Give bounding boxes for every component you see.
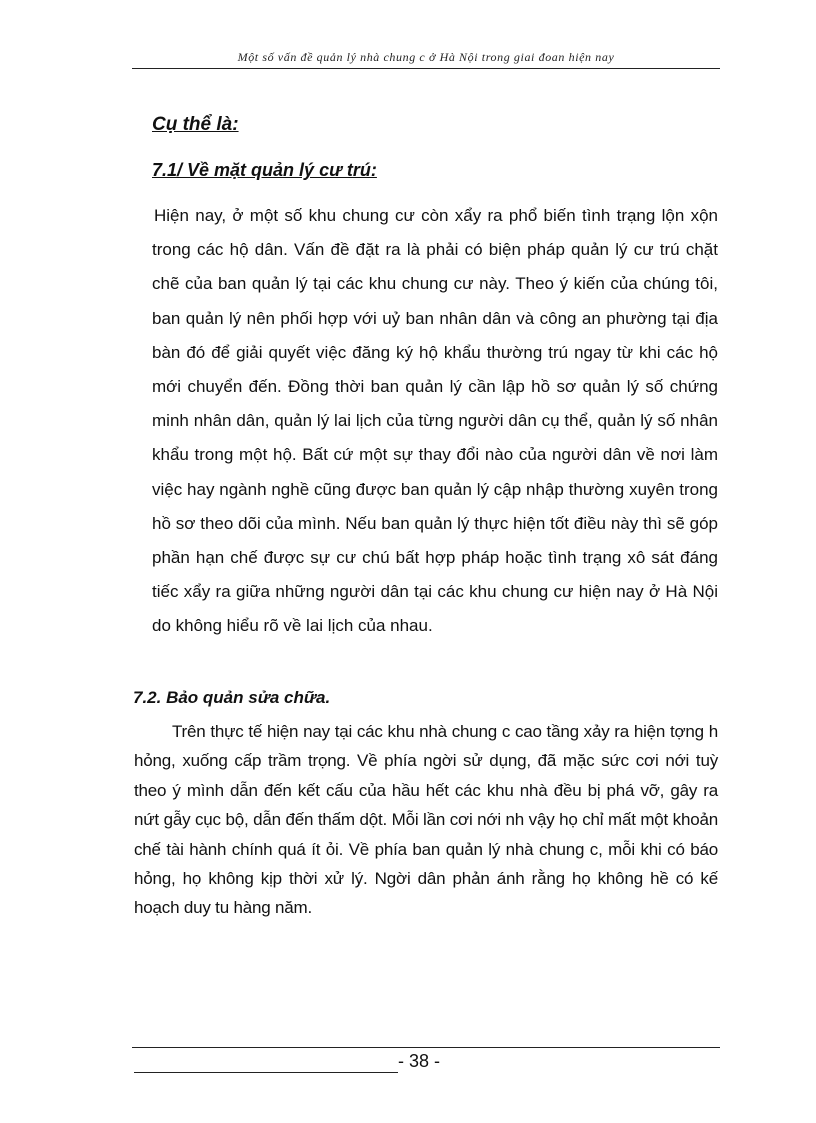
section-2-heading: 7.2. Bảo quản sửa chữa. — [133, 688, 331, 707]
heading-main: Cụ thể là: — [152, 114, 239, 135]
running-header: Một số vấn đề quản lý nhà chung c ở Hà Nội trong giai đoan hiện nay — [237, 50, 615, 64]
header-divider — [132, 68, 720, 69]
section-1-paragraph: Hiện nay, ở một số khu chung cư còn xẩy ra phổ biến tình trạng lộn xộn trong các hộ dân. Vấn đề đặt ra là phải có biện pháp quản lý cư trú chặt chẽ của ban quản lý tại các khu chung cư này. Theo ý kiến của chúng tôi, ban quản lý nên phối hợp với uỷ ban nhân dân và công an phường tại địa bàn đó để giải quyết việc đăng ký hộ khẩu thường trú ngay từ khi các hộ mới chuyển đến. Đồng thời ban quản lý cần lập hồ sơ quản lý số chứng minh nhân dân, quản lý lai lịch của từng người dân cụ thể, quản lý số nhân khẩu trong một hộ. Bất cứ một sự thay đổi nào của người dân về nơi làm việc hay ngành nghề cũng được ban quản lý cập nhập thường xuyên trong hồ sơ theo dõi của mình. Nếu ban quản lý thực hiện tốt điều này thì sẽ góp phần hạn chế được sự cư chú bất hợp pháp hoặc tình trạng xô sát đáng tiếc xẩy ra giữa những người dân tại các khu chung cư hiện nay ở Hà Nội do không hiểu rõ về lai lịch của nhau. — [152, 206, 718, 636]
footer-short-divider — [134, 1072, 398, 1073]
page-number: - 38 - — [398, 1051, 441, 1071]
footer-divider — [132, 1047, 720, 1048]
section-2-paragraph: Trên thực tế hiện nay tại các khu nhà chung c cao tầng xảy ra hiện tợng h hỏng, xuống cấp trầm trọng. Về phía ngời sử dụng, đã mặc sức cơi nới tuỳ theo ý mình dẫn đến kết cấu của hầu hết các khu nhà đều bị phá vỡ, gây ra nứt gẫy cục bộ, dẫn đến thấm dột. Mỗi lần cơi nới nh vậy họ chỉ mất một khoản chế tài hành chính quá ít ỏi. Về phía ban quản lý nhà chung c, mỗi khi có báo hỏng, họ không kịp thời xử lý. Ngời dân phản ánh rằng họ không hề có kế hoạch duy tu hàng năm. — [134, 722, 718, 918]
section-1-heading: 7.1/ Về mặt quản lý cư trú: — [152, 160, 377, 180]
